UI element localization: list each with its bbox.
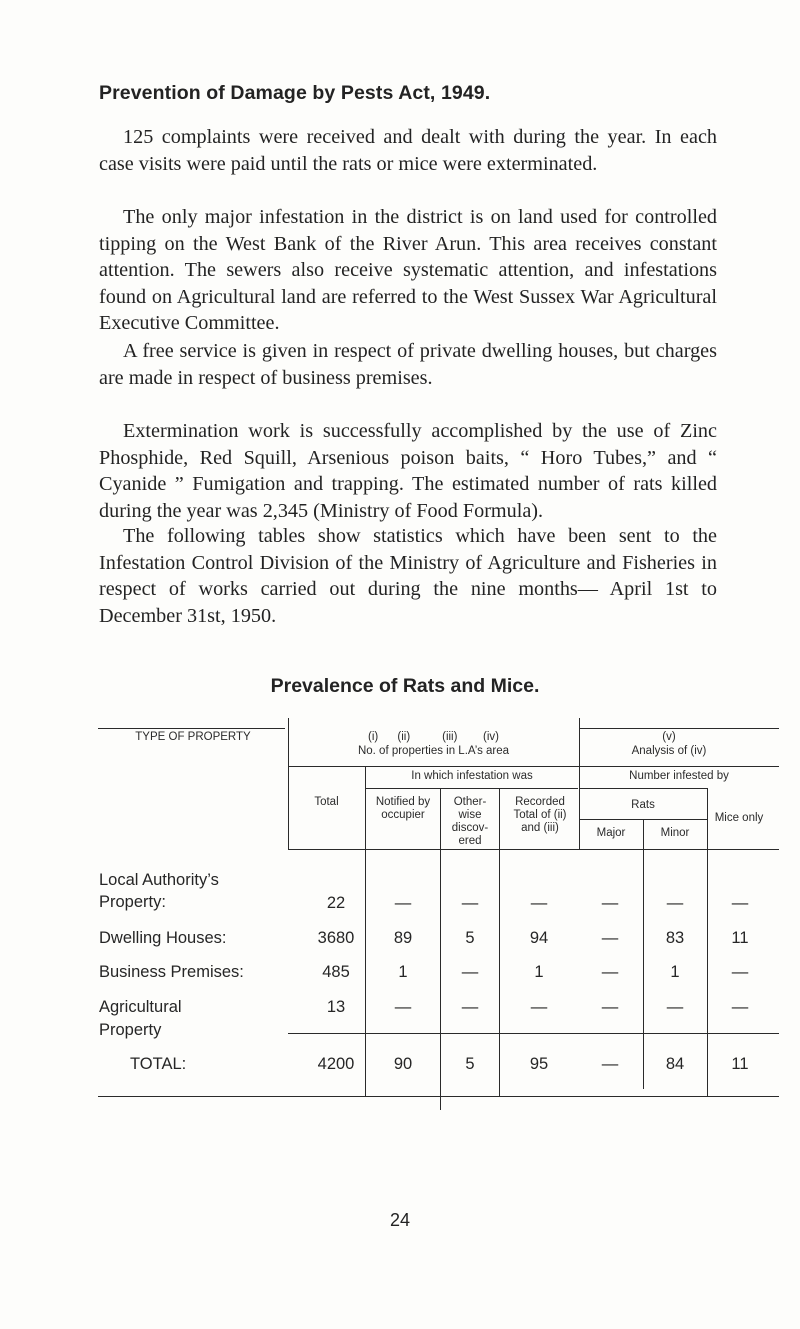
group2-rule <box>579 766 779 767</box>
cell-rats-major: — <box>601 894 619 912</box>
paragraph-major-infestation: The only major infestation in the district is on land used for controlled tipping on the West Bank of the River Arun. This area receives constant attention. The sewers also receive systematic attention, and infestations found on Agricultural land are referred to the West Sussex War Agricultural Executive Committee. <box>99 206 717 335</box>
row-label-continued: Property <box>99 1021 162 1039</box>
header-rats: Rats <box>631 799 655 811</box>
header-type-of-property: TYPE OF PROPERTY <box>135 731 251 743</box>
table-title: Prevalence of Rats and Mice. <box>270 675 540 697</box>
header-major: Major <box>596 827 626 839</box>
cell-otherwise: — <box>461 894 479 912</box>
header-minor: Minor <box>660 827 690 839</box>
cell-recorded: 1 <box>534 963 544 981</box>
cell-rats-major: — <box>601 929 619 947</box>
header-notified: Notified by occupier <box>375 796 431 821</box>
row-label-continued: Property: <box>99 893 166 911</box>
cell-recorded: — <box>530 998 548 1016</box>
section-heading: Prevention of Damage by Pests Act, 1949. <box>99 82 491 104</box>
row-label: Agricultural <box>99 998 182 1016</box>
cell-total: 4200 <box>317 1055 355 1073</box>
table-bottom-rule <box>98 1096 779 1097</box>
cell-rats-major: — <box>601 963 619 981</box>
cell-recorded: 94 <box>529 929 549 947</box>
header-group2-number: (v) <box>662 731 676 743</box>
cell-rats-minor: 1 <box>670 963 680 981</box>
vrule-minor <box>707 788 708 1096</box>
cell-notified: — <box>394 998 412 1016</box>
row-label: Business Premises: <box>99 963 244 981</box>
header-group2-label: Analysis of (iv) <box>631 745 707 757</box>
cell-recorded: 95 <box>529 1055 549 1073</box>
total-rule <box>288 1033 779 1034</box>
cell-total: 13 <box>326 998 346 1016</box>
cell-rats-minor: — <box>666 998 684 1016</box>
table-top-rule-left <box>98 728 285 729</box>
cell-notified: — <box>394 894 412 912</box>
cell-rats-minor: 83 <box>665 929 685 947</box>
header-group1-numbers: (i) (ii) (iii) (iv) <box>368 731 499 743</box>
header-otherwise: Other-wise discov-ered <box>451 796 489 847</box>
header-number-infested-by: Number infested by <box>629 770 729 782</box>
header-infestation-was: In which infestation was <box>411 770 533 782</box>
group1-rule <box>288 766 579 767</box>
cell-mice-only: 11 <box>731 929 749 947</box>
header-total: Total <box>314 796 339 808</box>
vrule-major <box>643 819 644 1089</box>
header-group1-label: No. of properties in L.A’s area <box>357 745 510 757</box>
header-recorded: Recorded Total of (ii) and (iii) <box>513 796 567 834</box>
cell-rats-minor: 84 <box>665 1055 685 1073</box>
cell-otherwise: — <box>461 963 479 981</box>
cell-mice-only: 11 <box>731 1055 749 1073</box>
paragraph-free-service: A free service is given in respect of private dwelling houses, but charges are made in respect of business premises. <box>99 340 717 389</box>
cell-mice-only: — <box>731 998 749 1016</box>
paragraph-extermination: Extermination work is successfully accomplished by the use of Zinc Phosphide, Red Squill, Arsenious poison baits, “ Horo Tubes,” and “ Cyanide ” Fumigation and trapping. The estimated number of rats killed during the year was 2,345 (Ministry of Food Formula). <box>99 420 717 522</box>
paragraph-complaints: 125 complaints were received and dealt with during the year. In each case visits were paid until the rats or mice were exterminated. <box>99 126 717 175</box>
cell-notified: 89 <box>393 929 413 947</box>
infestation-rule <box>365 788 578 789</box>
cell-otherwise: — <box>461 998 479 1016</box>
cell-otherwise: 5 <box>465 929 475 947</box>
cell-rats-minor: — <box>666 894 684 912</box>
cell-total: 22 <box>326 894 346 912</box>
cell-mice-only: — <box>731 963 749 981</box>
cell-total: 485 <box>322 963 350 981</box>
cell-rats-major: — <box>601 998 619 1016</box>
header-mice-only: Mice only <box>714 812 764 824</box>
cell-notified: 1 <box>398 963 408 981</box>
cell-mice-only: — <box>731 894 749 912</box>
cell-recorded: — <box>530 894 548 912</box>
row-label: Local Authority’s <box>99 871 219 889</box>
page-number: 24 <box>389 1210 411 1230</box>
rats-top-rule <box>579 788 707 789</box>
header-bottom-rule <box>288 849 779 850</box>
row-label: Dwelling Houses: <box>99 929 227 947</box>
total-label: TOTAL: <box>130 1055 187 1073</box>
cell-notified: 90 <box>393 1055 413 1073</box>
cell-total: 3680 <box>317 929 355 947</box>
table-top-rule-right <box>579 728 779 729</box>
paragraph-following-tables: The following tables show statistics which have been sent to the Infestation Control Division of the Ministry of Agriculture and Fisheries in respect of works carried out during the nine months— April 1st to December 31st, 1950. <box>99 525 717 627</box>
cell-otherwise: 5 <box>465 1055 475 1073</box>
cell-rats-major: — <box>601 1055 619 1073</box>
